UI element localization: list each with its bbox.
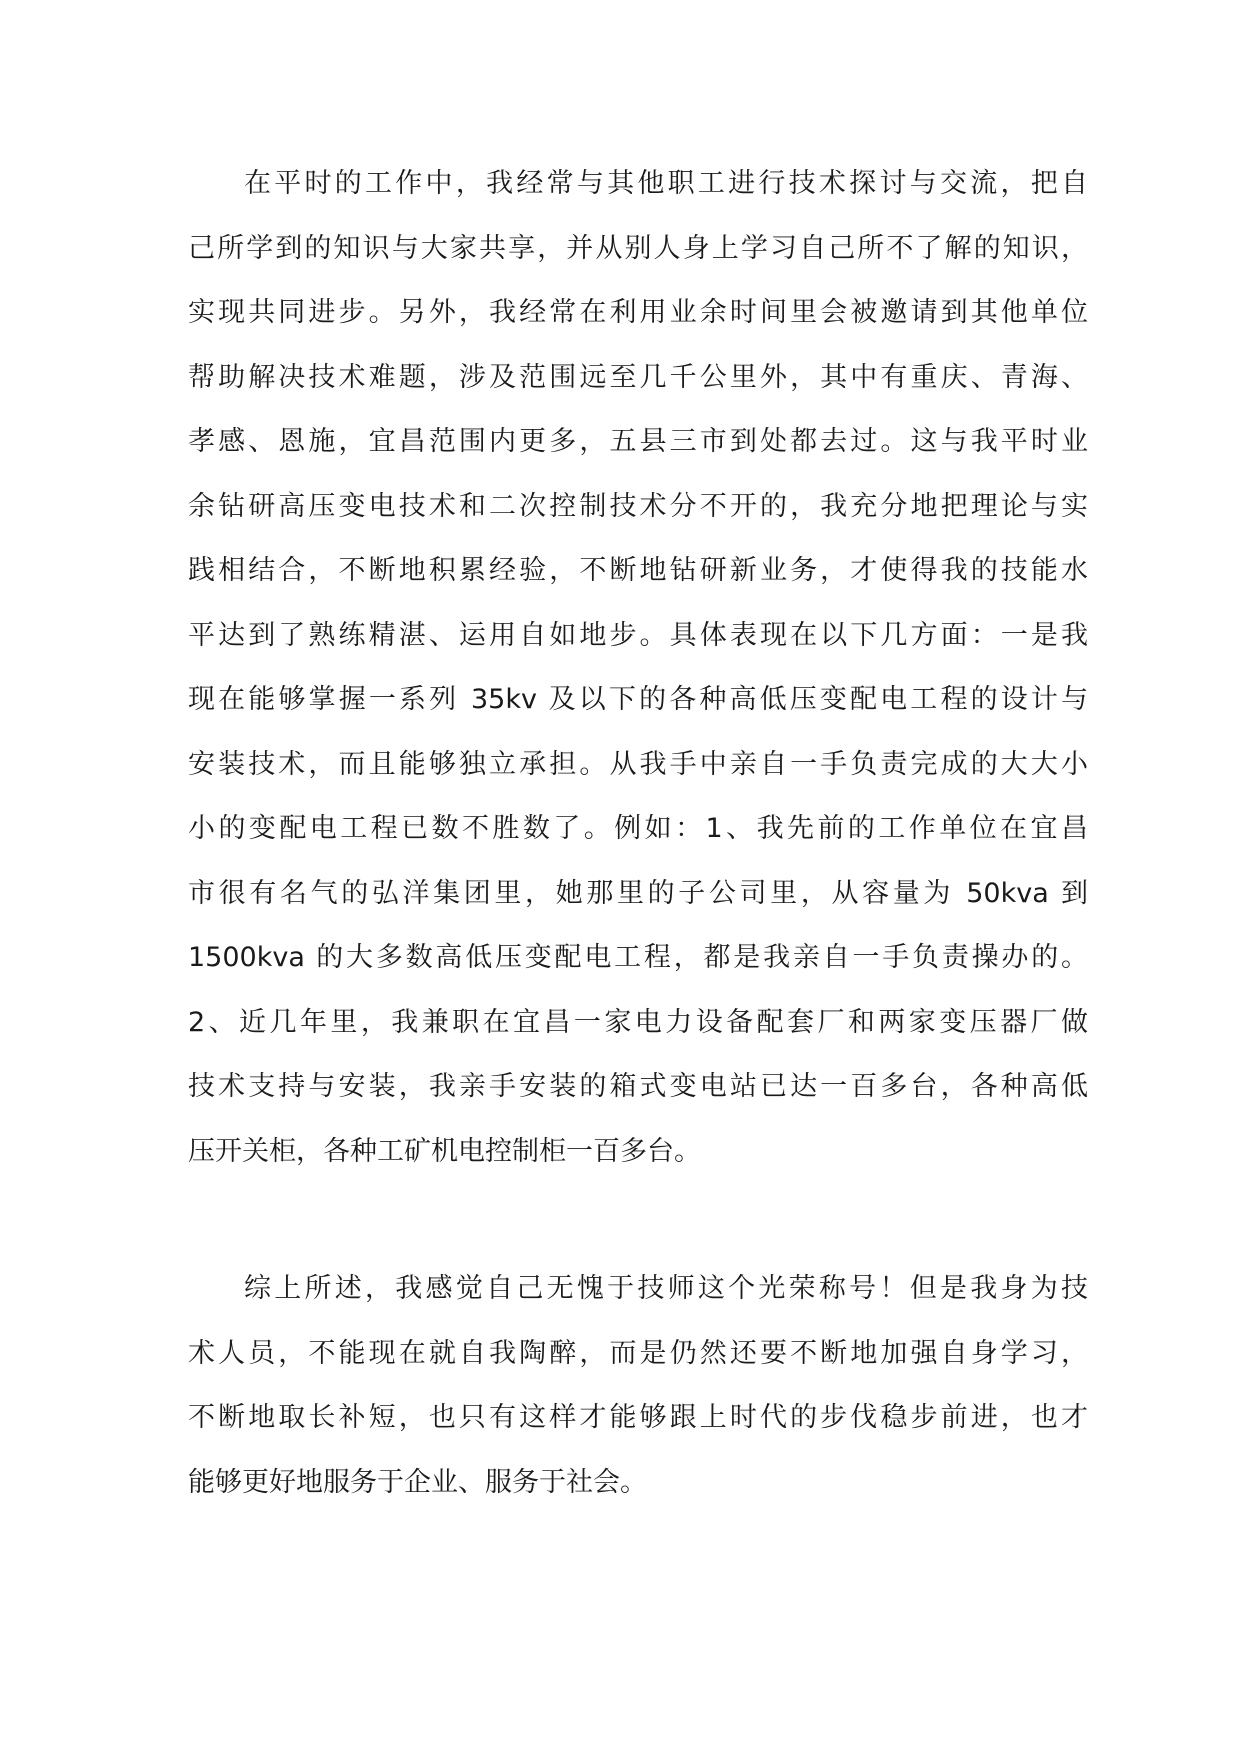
paragraph-line: 2、近几年里，我兼职在宜昌一家电力设备配套厂和两家变压器厂做: [188, 1006, 1088, 1038]
paragraph-line: 技术支持与安装，我亲手安装的箱式变电站已达一百多台，各种高低: [188, 1071, 1088, 1102]
paragraph-line: 安装技术，而且能够独立承担。从我手中亲自一手负责完成的大大小: [188, 748, 1088, 780]
paragraph-line: 1500kva 的大多数高低压变配电工程，都是我亲自一手负责操办的。: [188, 942, 1088, 973]
paragraph-line: 实现共同进步。另外，我经常在利用业余时间里会被邀请到其他单位: [188, 297, 1088, 328]
paragraph-line: 不断地取长补短，也只有这样才能够跟上时代的步伐稳步前进，也才: [188, 1402, 1088, 1433]
paragraph-line: 践相结合，不断地积累经验，不断地钻研新业务，才使得我的技能水: [188, 555, 1088, 586]
paragraph-conclusion: [188, 1257, 1088, 1515]
paragraph-line: 在平时的工作中，我经常与其他职工进行技术探讨与交流，把自: [244, 168, 1088, 199]
paragraph-line: 压开关柜，各种工矿机电控制柜一百多台。: [188, 1135, 701, 1167]
paragraph-line: 帮助解决技术难题，涉及范围远至几千公里外，其中有重庆、青海、: [188, 361, 1088, 393]
paragraph-line: 现在能够掌握一系列 35kv 及以下的各种高低压变配电工程的设计与: [188, 684, 1088, 715]
paragraph-line: 市很有名气的弘洋集团里，她那里的子公司里，从容量为 50kva 到: [188, 877, 1088, 909]
paragraph-line: 术人员，不能现在就自我陶醉，而是仍然还要不断地加强自身学习，: [188, 1337, 1088, 1369]
paragraph-line: 能够更好地服务于企业、服务于社会。: [188, 1466, 647, 1498]
paragraph-work-experience: [188, 152, 1088, 1184]
paragraph-line: 孝感、恩施，宜昌范围内更多，五县三市到处都去过。这与我平时业: [188, 426, 1088, 457]
paragraph-line: 小的变配电工程已数不胜数了。例如：1、我先前的工作单位在宜昌: [188, 813, 1088, 844]
paragraph-line: 综上所述，我感觉自己无愧于技师这个光荣称号！但是我身为技: [244, 1273, 1088, 1304]
paragraph-line: 平达到了熟练精湛、运用自如地步。具体表现在以下几方面：一是我: [188, 619, 1088, 651]
paragraph-line: 余钻研高压变电技术和二次控制技术分不开的，我充分地把理论与实: [188, 490, 1088, 522]
paragraph-line: 己所学到的知识与大家共享，并从别人身上学习自己所不了解的知识，: [188, 232, 1088, 264]
